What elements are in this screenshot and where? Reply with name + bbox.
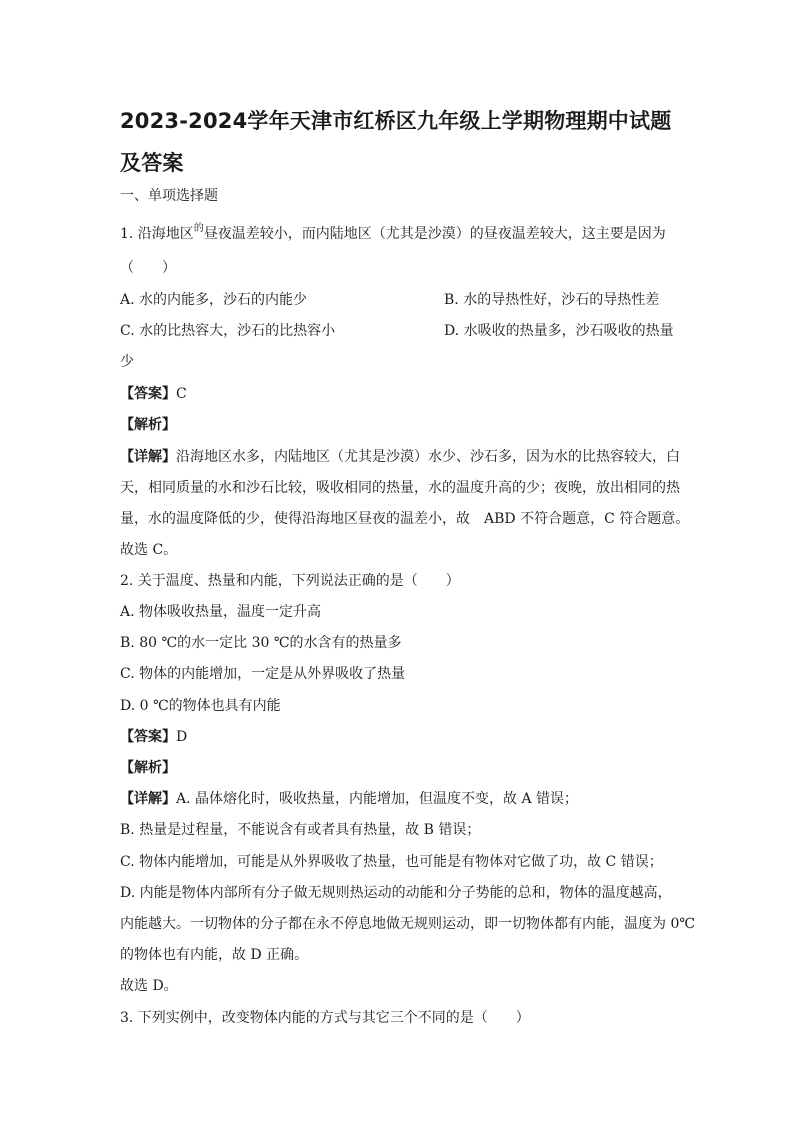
q2-answer-label: 【答案】	[120, 729, 176, 745]
q1-detail-label: 【详解】	[120, 449, 176, 465]
q1-answer	[120, 384, 187, 404]
q2-option-c: C. 物体的内能增加，一定是从外界吸收了热量	[120, 666, 406, 682]
q2-stem: 2. 关于温度、热量和内能，下列说法正确的是（ ）	[120, 573, 460, 589]
q2-detail-c: C. 物体内能增加，可能是从外界吸收了热量，也可能是有物体对它做了功，故 C 错误；	[120, 854, 663, 870]
q2-detail-b: B. 热量是过程量，不能说含有或者具有热量，故 B 错误；	[120, 822, 481, 838]
q1-option-b: B. 水的导热性好，沙石的导热性差	[444, 292, 660, 308]
q1-detail-text-1: 沿海地区水多，内陆地区（尤其是沙漠）水少、沙石多，因为水的比热容较大，白	[176, 449, 680, 465]
q2-answer-value: D	[176, 729, 188, 745]
q1-stem-sup: 的	[193, 223, 204, 234]
q2-detail-label: 【详解】	[120, 791, 176, 807]
q1-analysis-label-text: 【解析】	[120, 417, 176, 433]
q1-stem	[120, 224, 666, 246]
q2-option-d: D. 0 ℃的物体也具有内能	[120, 698, 281, 714]
document-title: 2023-2024学年天津市红桥区九年级上学期物理期中试题及答案	[120, 109, 672, 175]
q1-detail-line-2: 天，相同质量的水和沙石比较，吸收相同的热量，水的温度升高的少；夜晚，放出相同的热	[120, 480, 680, 496]
q1-answer-value: C	[176, 386, 187, 402]
q1-analysis-label	[120, 415, 176, 435]
q2-conclusion: 故选 D。	[120, 978, 178, 994]
q2-option-a: A. 物体吸收热量，温度一定升高	[120, 604, 322, 620]
q1-option-d: D. 水吸收的热量多，沙石吸收的热量	[444, 323, 674, 339]
q1-option-a: A. 水的内能多，沙石的内能少	[120, 292, 308, 308]
q2-detail-d-3: 的物体也有内能，故 D 正确。	[120, 947, 309, 963]
q2-detail-a-text: A. 晶体熔化时，吸收热量，内能增加，但温度不变，故 A 错误；	[176, 791, 579, 807]
q1-stem-cont: （ ）	[120, 260, 176, 276]
q1-option-c: C. 水的比热容大，沙石的比热容小	[120, 323, 336, 339]
q2-analysis-label	[120, 758, 176, 778]
q2-analysis-label-text: 【解析】	[120, 760, 176, 776]
q2-detail-d-1: D. 内能是物体内部所有分子做无规则热运动的动能和分子势能的总和，物体的温度越高，	[120, 885, 672, 901]
q2-detail-d-2: 内能越大。一切物体的分子都在永不停息地做无规则运动，即一切物体都有内能，温度为 0℃	[120, 916, 696, 932]
q1-stem-part2: 昼夜温差较小，而内陆地区（尤其是沙漠）的昼夜温差较大，这主要是因为	[203, 226, 666, 242]
q1-stem-part1: 1. 沿海地区	[120, 226, 194, 242]
q1-option-d-cont: 少	[120, 354, 134, 370]
q1-detail-line-3: 量，水的温度降低的少，使得沿海地区昼夜的温差小，故 ABD 不符合题意，C 符合题意。	[120, 511, 690, 527]
q1-detail-line-1	[120, 447, 680, 467]
section-heading: 一、单项选择题	[120, 188, 218, 204]
q2-detail-a	[120, 789, 578, 809]
q3-stem: 3. 下列实例中，改变物体内能的方式与其它三个不同的是（ ）	[120, 1010, 530, 1026]
q1-answer-label: 【答案】	[120, 386, 176, 402]
q2-answer	[120, 727, 187, 747]
q1-conclusion: 故选 C。	[120, 542, 178, 558]
q2-option-b: B. 80 ℃的水一定比 30 ℃的水含有的热量多	[120, 635, 402, 651]
